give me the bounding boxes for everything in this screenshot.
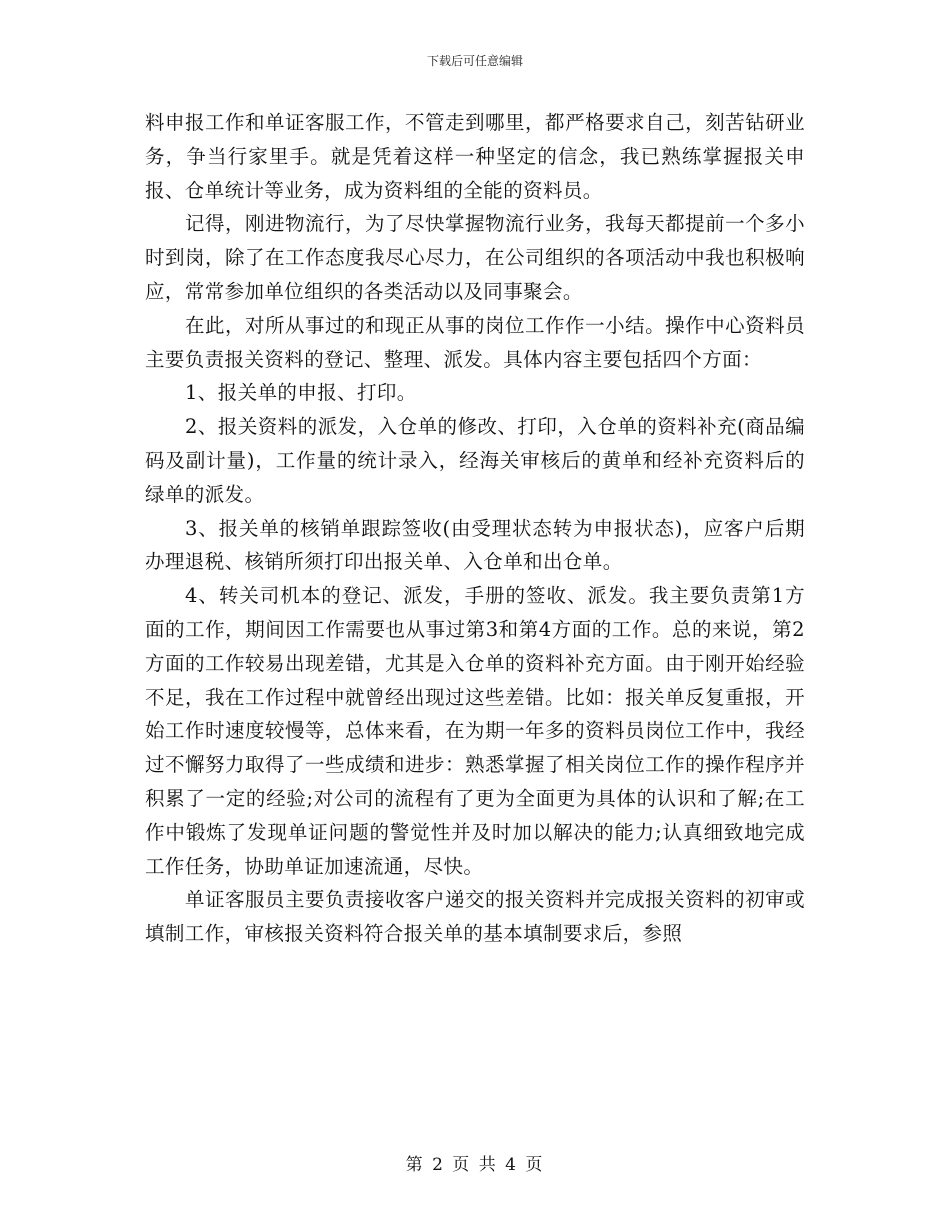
list-item-2: 2、报关资料的派发，入仓单的修改、打印，入仓单的资料补充(商品编码及副计量)，工作量的统计录入，经海关审核后的黄单和经补充资料后的绿单的派发。 [145,415,805,506]
document-body [145,106,805,951]
list-item-4: 4、转关司机本的登记、派发，手册的签收、派发。我主要负责第1方面的工作，期间因工作需要也从事过第3和第4方面的工作。总的来说，第2方面的工作较易出现差错，尤其是入仓单的资料补充方面。由于刚开始经验不足，我在工作过程中就曾经出现过这些差错。比如：报关单反复重报，开始工作时速度较慢等，总体来看，在为期一年多的资料员岗位工作中，我经过不懈努力取得了一些成绩和进步：熟悉掌握了相关岗位工作的操作程序并积累了一定的经验;对公司的流程有了更为全面更为具体的认识和了解;在工作中锻炼了发现单证问题的警觉性并及时加以解决的能力;认真细致地完成工作任务，协助单证加速流通，尽快。 [145,584,805,878]
page-header: 下载后可任意编辑 [426,54,523,68]
list-item-1: 1、报关单的申报、打印。 [185,381,417,405]
paragraph-customer-service: 单证客服员主要负责接收客户递交的报关资料并完成报关资料的初审或填制工作，审核报关资料符合报关单的基本填制要求后，参照 [145,888,805,946]
paragraph-recollection: 记得，刚进物流行，为了尽快掌握物流行业务，我每天都提前一个多小时到岗，除了在工作态度我尽心尽力，在公司组织的各项活动中我也积极响应，常常参加单位组织的各类活动以及同事聚会。 [145,212,805,303]
paragraph-continued: 料申报工作和单证客服工作，不管走到哪里，都严格要求自己，刻苦钻研业务，争当行家里手。就是凭着这样一种坚定的信念，我已熟练掌握报关申报、仓单统计等业务，成为资料组的全能的资料员。 [145,111,805,202]
page-number: 第 2 页 共 4 页 [405,1155,545,1175]
list-item-3: 3、报关单的核销单跟踪签收(由受理状态转为申报状态)，应客户后期办理退税、核销所须打印出报关单、入仓单和出仓单。 [145,516,805,574]
paragraph-summary-intro: 在此，对所从事过的和现正从事的岗位工作作一小结。操作中心资料员主要负责报关资料的登记、整理、派发。具体内容主要包括四个方面： [145,313,805,371]
